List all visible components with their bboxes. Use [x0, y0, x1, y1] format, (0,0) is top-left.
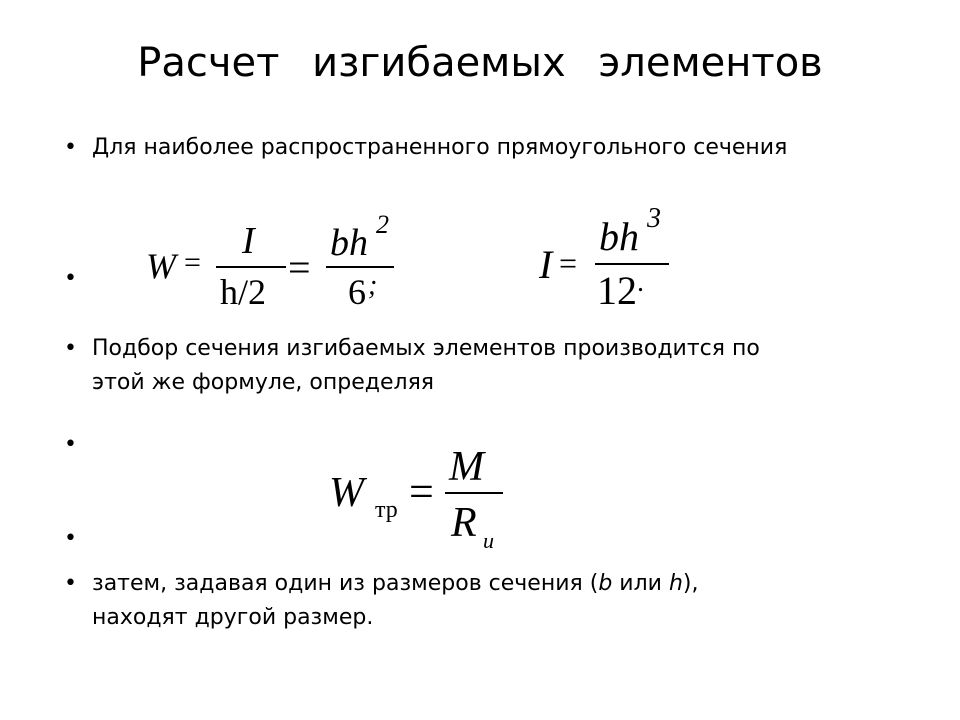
bullet-item [64, 332, 944, 400]
formula-subscript: тр [375, 497, 398, 523]
formula-subscript: и [483, 528, 494, 553]
bullet-dot: • [64, 526, 77, 551]
formula-exponent: 3 [647, 203, 661, 234]
fraction-bar [445, 492, 503, 494]
formula-punct: . [637, 267, 644, 298]
bullet-text: Подбор сечения изгибаемых элементов производится по [92, 336, 760, 361]
bullet-item [64, 428, 84, 462]
fraction-bar [595, 263, 669, 265]
fraction-bar [216, 266, 286, 268]
variable-h: h [668, 571, 683, 596]
slide-title: Расчет изгибаемых элементов [137, 40, 823, 86]
formula-punct: ; [368, 270, 378, 301]
formula-numerator: M [449, 444, 484, 490]
formula-denominator: R [451, 500, 477, 546]
variable-b: b [598, 571, 613, 596]
formula-equals: = [184, 246, 201, 279]
bullet-item [64, 262, 84, 296]
bullet-item [64, 567, 944, 635]
formula-denominator: h/2 [220, 272, 267, 312]
bullet-text [92, 567, 698, 601]
formula-lhs: W [329, 470, 364, 516]
bullet-dot: • [64, 135, 77, 160]
formula-denominator: 12 [597, 268, 637, 313]
fraction-bar [326, 266, 394, 268]
bullet-dot: • [64, 432, 77, 457]
formula-numerator: bh [599, 214, 639, 259]
bullet-dot: • [64, 336, 77, 361]
bullet-text: находят другой размер. [92, 605, 374, 630]
bullet-text: Для наиболее распространенного прямоугольного сечения [92, 135, 788, 160]
formula-denominator: 6 [348, 272, 366, 312]
bullet-item [64, 522, 84, 556]
bullet-text-part: ), [682, 571, 699, 596]
formula-required-modulus [325, 440, 515, 560]
formula-equals: = [288, 245, 311, 290]
formula-exponent: 2 [376, 210, 389, 239]
formula-moment-of-inertia [535, 205, 685, 315]
formula-section-modulus [140, 210, 420, 320]
bullet-item [64, 131, 944, 165]
bullet-dot: • [64, 266, 77, 291]
formula-lhs: W [146, 246, 176, 286]
bullet-text-part: затем, задавая один из размеров сечения ( [92, 571, 599, 596]
formula-numerator: bh [330, 222, 368, 264]
bullet-text-part: или [612, 571, 669, 596]
bullet-dot: • [64, 571, 77, 596]
formula-equals: = [409, 467, 434, 516]
formula-equals: = [559, 245, 578, 281]
formula-lhs: I [539, 242, 553, 287]
formula-numerator: I [242, 220, 255, 262]
bullet-text: этой же формуле, определяя [92, 370, 435, 395]
